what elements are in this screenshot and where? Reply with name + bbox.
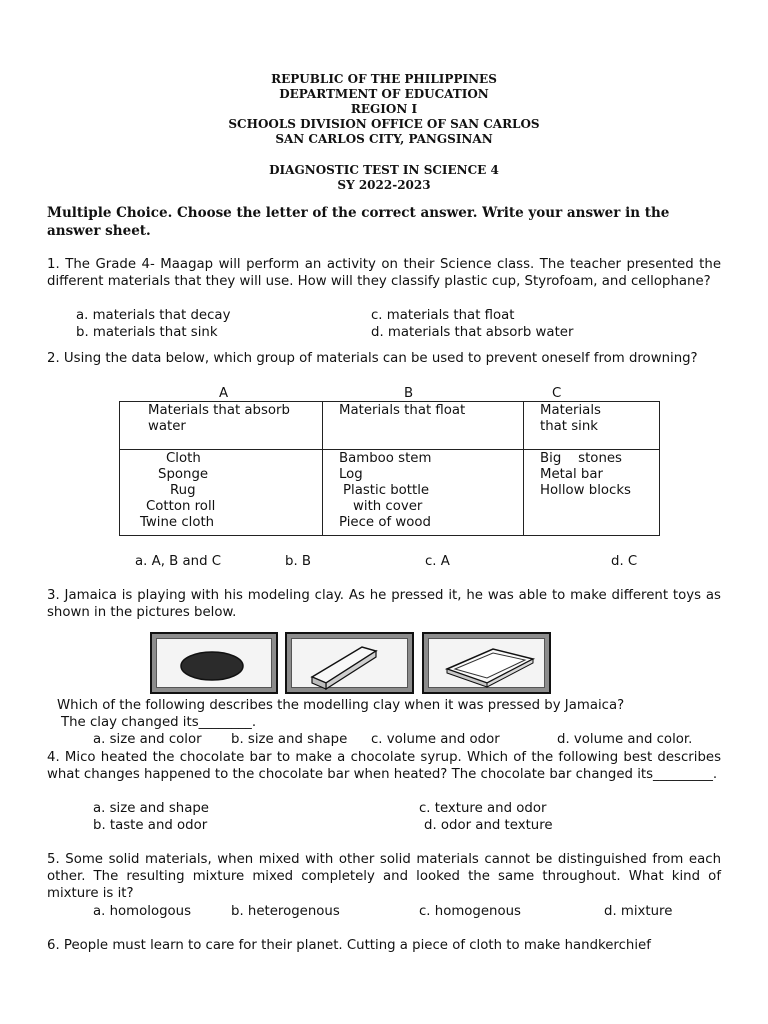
q4-option-a: a. size and shape	[93, 801, 209, 816]
table-header-row	[120, 402, 660, 450]
cell-materials-absorb	[120, 450, 323, 536]
column-label-c: C	[552, 386, 562, 401]
column-label-a: A	[219, 386, 229, 401]
question-5-text: 5. Some solid materials, when mixed with other solid materials cannot be distinguished from each other. The resulting mixture mixed completely and looked the same throughout. What kind of mixture is it?	[47, 852, 721, 901]
q5-option-b: b. heterogenous	[231, 904, 340, 919]
q3-option-d: d. volume and color.	[557, 732, 693, 747]
q5-option-a: a. homologous	[93, 904, 192, 919]
list-item: Cotton roll	[146, 499, 216, 514]
q3-option-b: b. size and shape	[231, 732, 348, 747]
header-city: SAN CARLOS CITY, PANGSINAN	[275, 132, 493, 146]
picture-frame	[156, 638, 272, 688]
question-1-text: 1. The Grade 4- Maagap will perform an activity on their Science class. The teacher presented the different materials that they will use. How will they classify plastic cup, Styrofoam, and cellophane?	[47, 257, 721, 289]
q1-option-d: d. materials that absorb water	[371, 325, 574, 340]
question-6-text: 6. People must learn to care for their planet. Cutting a piece of cloth to make handkerchief	[47, 938, 651, 953]
test-title: DIAGNOSTIC TEST IN SCIENCE 4	[269, 163, 499, 177]
clay-bar-icon	[292, 639, 411, 691]
list-item: Metal bar	[540, 467, 603, 482]
question-4-text: 4. Mico heated the chocolate bar to make a chocolate syrup. Which of the following best describes what changes happened to the chocolate bar when heated? The chocolate bar changed its_________.	[47, 750, 721, 782]
header-c-text: Materials that sink	[540, 403, 601, 434]
document-header	[0, 72, 768, 193]
clay-tray-icon	[429, 639, 548, 691]
list-item: Rug	[170, 483, 196, 498]
instructions: Multiple Choice. Choose the letter of the correct answer. Write your answer in the answer sheet.	[47, 205, 670, 239]
q1-option-b: b. materials that sink	[76, 325, 218, 340]
clay-bar-picture	[285, 632, 414, 694]
school-year: SY 2022-2023	[337, 178, 431, 192]
q4-option-c: c. texture and odor	[419, 801, 547, 816]
header-department: DEPARTMENT OF EDUCATION	[279, 87, 489, 101]
q1-option-a: a. materials that decay	[76, 308, 231, 323]
list-item: Cloth	[166, 451, 201, 466]
list-item: Sponge	[158, 467, 209, 482]
q1-option-c: c. materials that float	[371, 308, 515, 323]
q2-option-d: d. C	[611, 554, 638, 569]
header-republic: REPUBLIC OF THE PHILIPPINES	[271, 72, 497, 86]
header-cell-c	[524, 402, 660, 450]
header-a-text: Materials that absorb water	[148, 403, 290, 434]
question-3-text	[47, 587, 721, 621]
q3-stem: The clay changed its________.	[61, 715, 257, 730]
flat-clay-disc-picture	[150, 632, 278, 694]
header-region: REGION I	[350, 102, 418, 116]
list-item: Bamboo stem	[339, 451, 432, 466]
cell-materials-float	[323, 450, 524, 536]
q2-option-b: b. B	[285, 554, 312, 569]
list-item: Piece of wood	[339, 515, 431, 530]
q2-option-c: c. A	[425, 554, 450, 569]
q2-option-a: a. A, B and C	[135, 554, 222, 569]
picture-frame	[428, 638, 545, 688]
clay-disc-icon	[157, 639, 275, 691]
q4-option-d: d. odor and texture	[424, 818, 553, 833]
q3-question: Which of the following describes the modelling clay when it was pressed by Jamaica?	[57, 698, 625, 713]
table-body-row	[120, 450, 660, 536]
list-item: Log	[339, 467, 363, 482]
question-2-text: 2. Using the data below, which group of materials can be used to prevent oneself from drowning?	[47, 351, 698, 366]
question-3-body: 3. Jamaica is playing with his modeling clay. As he pressed it, he was able to make different toys as shown in the pictures below.	[47, 588, 721, 620]
header-b-text: Materials that float	[339, 403, 466, 418]
header-division: SCHOOLS DIVISION OFFICE OF SAN CARLOS	[228, 117, 540, 131]
header-cell-b	[323, 402, 524, 450]
picture-frame	[291, 638, 408, 688]
clay-tray-picture	[422, 632, 551, 694]
list-item: Big stones	[540, 451, 622, 466]
q5-option-c: c. homogenous	[419, 904, 521, 919]
q3-option-c: c. volume and odor	[371, 732, 500, 747]
q4-option-b: b. taste and odor	[93, 818, 208, 833]
cell-materials-sink	[524, 450, 660, 536]
list-item: Twine cloth	[140, 515, 215, 530]
column-label-b: B	[404, 386, 414, 401]
header-cell-a	[120, 402, 323, 450]
list-item: Plastic bottle	[343, 483, 430, 498]
materials-table	[119, 401, 660, 536]
q3-option-a: a. size and color	[93, 732, 202, 747]
q5-option-d: d. mixture	[604, 904, 673, 919]
list-item: with cover	[353, 499, 423, 514]
list-item: Hollow blocks	[540, 483, 631, 498]
